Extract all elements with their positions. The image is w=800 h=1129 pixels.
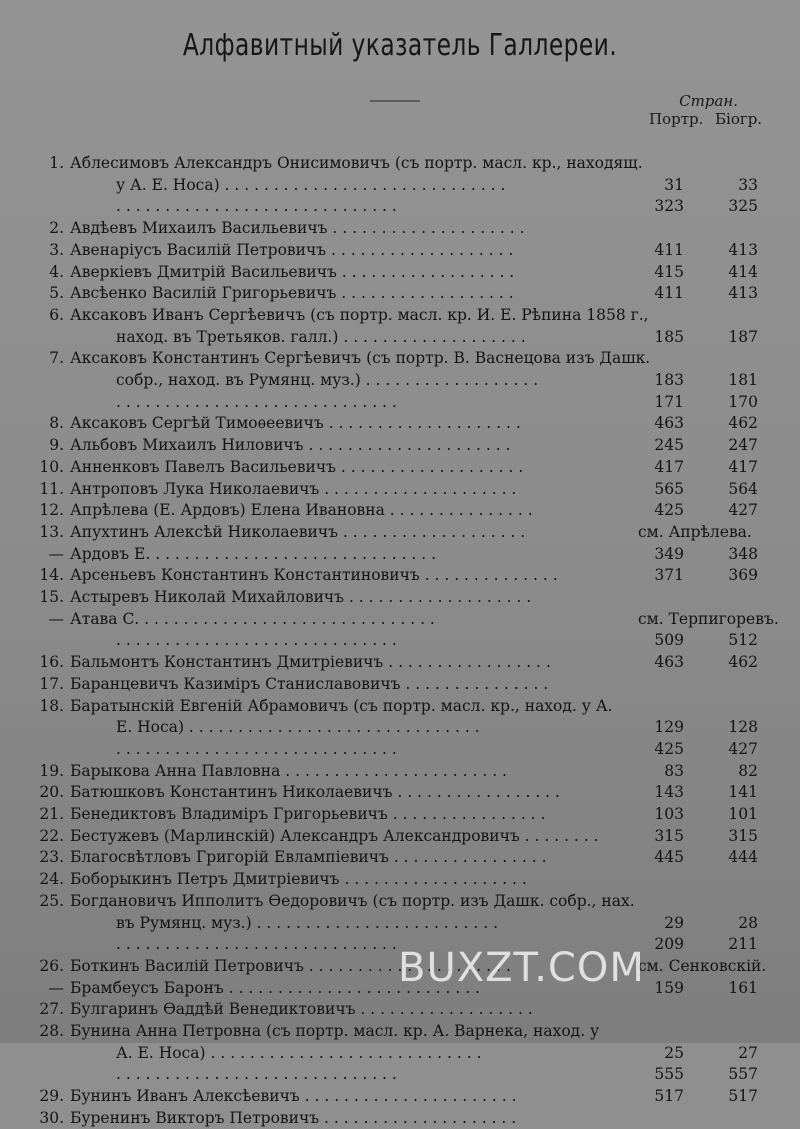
entry-number: 25. (39, 891, 64, 910)
index-entry (0, 890, 800, 912)
portrait-page-number: 129 (654, 718, 684, 737)
entry-number: 11. (39, 479, 64, 498)
biography-page-number: 33 (738, 175, 758, 194)
entry-text: Астыревъ Николай Михайловичъ . . . . . . . . . . . . . . . . . . . (70, 588, 532, 606)
index-entry (0, 1063, 800, 1085)
index-entry (0, 1107, 800, 1129)
entry-text: Богдановичъ Ипполитъ Ѳедоровичъ (съ портр. изъ Дашк. собр., нах. (70, 891, 635, 910)
biography-page-number: 170 (728, 392, 758, 411)
portrait-page-number: 463 (654, 653, 684, 672)
entry-number: 14. (39, 566, 64, 585)
page-title: Алфавитный указатель Галлереи. (182, 28, 618, 63)
entry-number: 20. (39, 783, 64, 802)
entry-text: . . . . . . . . . . . . . . . . . . . . . . . . . . . . . (116, 392, 397, 411)
entry-number: 30. (39, 1108, 64, 1127)
index-entry (0, 369, 800, 391)
portrait-page-number: 411 (654, 284, 684, 303)
index-entry (0, 629, 800, 651)
entry-number: 15. (39, 588, 64, 606)
biography-page-number: 413 (728, 284, 758, 303)
portrait-page-number: 349 (654, 544, 684, 563)
entry-number: 26. (39, 956, 64, 975)
biography-page-number: 414 (728, 262, 758, 281)
entry-text: Бунинъ Иванъ Алексѣевичъ . . . . . . . . . . . . . . . . . . . . . . (70, 1087, 517, 1106)
entry-text: Аксаковъ Константинъ Сергѣевичъ (съ портр. В. Васнецова изъ Дашк. (70, 349, 651, 368)
portrait-page-number: 29 (664, 913, 684, 932)
portrait-page-number: 415 (654, 262, 684, 281)
index-entry (0, 912, 800, 934)
entry-cross-reference: см. Апрѣлева. (638, 522, 752, 541)
index-entry (0, 608, 800, 630)
portrait-page-number: 509 (654, 631, 684, 650)
entry-number: 9. (49, 436, 64, 455)
index-entry (0, 651, 800, 673)
entry-number: 18. (39, 696, 64, 715)
index-entry (0, 1042, 800, 1064)
portrait-page-number: 185 (654, 327, 684, 346)
entry-text: Альбовъ Михаилъ Ниловичъ . . . . . . . . . . . . . . . . . . . . . (70, 436, 511, 455)
entry-number: — (48, 609, 64, 628)
biography-page-number: 187 (728, 327, 758, 346)
biography-page-number: 564 (728, 479, 758, 498)
biography-page-number: 325 (728, 197, 758, 216)
portrait-page-number: 425 (654, 501, 684, 520)
index-entry (0, 174, 800, 196)
biography-page-number: 181 (728, 371, 758, 389)
biography-page-number: 315 (728, 826, 758, 845)
portrait-page-number: 31 (664, 175, 684, 194)
biography-page-number: 462 (728, 414, 758, 433)
entry-text: Аксаковъ Сергѣй Тимоѳеевичъ . . . . . . . . . . . . . . . . . . . . (70, 414, 521, 433)
entry-text: собр., наход. въ Румянц. муз.) . . . . . . . . . . . . . . . . . . (116, 371, 539, 389)
entry-text: Бальмонтъ Константинъ Дмитріевичъ . . . . . . . . . . . . . . . . . (70, 653, 551, 672)
entry-text: . . . . . . . . . . . . . . . . . . . . . . . . . . . . . (116, 197, 397, 216)
portrait-page-number: 183 (654, 371, 684, 389)
entry-text: Ардовъ Е. . . . . . . . . . . . . . . . . . . . . . . . . . . . . . (70, 544, 437, 563)
index-entry (0, 282, 800, 304)
index-entry (0, 998, 800, 1020)
entry-text: Аблесимовъ Александръ Онисимовичъ (съ портр. масл. кр., находящ. (70, 154, 643, 172)
entry-text: Боборыкинъ Петръ Дмитріевичъ . . . . . . . . . . . . . . . . . . . (70, 870, 527, 889)
entry-number: 29. (39, 1087, 64, 1106)
index-entry (0, 478, 800, 500)
index-entry (0, 781, 800, 803)
biography-page-number: 462 (728, 653, 758, 672)
biography-page-number: 427 (728, 501, 758, 520)
entry-text: Боткинъ Василій Петровичъ . . . . . . . . . . . . . . . . . . . . . (70, 956, 511, 975)
entry-text: Бенедиктовъ Владиміръ Григорьевичъ . . . . . . . . . . . . . . . . (70, 805, 546, 823)
biography-page-number: 369 (728, 566, 758, 585)
index-entry (0, 716, 800, 738)
entry-number: 24. (39, 870, 64, 889)
entry-text: Атава С. . . . . . . . . . . . . . . . . . . . . . . . . . . . . . . (70, 609, 435, 628)
index-entry (0, 521, 800, 543)
entry-text: Брамбеусъ Баронъ . . . . . . . . . . . . . . . . . . . . . . . . . . (70, 978, 480, 997)
entry-number: 16. (39, 653, 64, 672)
entry-text: Е. Носа) . . . . . . . . . . . . . . . . . . . . . . . . . . . . . . (116, 718, 480, 737)
index-entry (0, 1020, 800, 1042)
index-entry (0, 803, 800, 825)
portrait-page-number: 25 (664, 1043, 684, 1062)
biography-page-number: 28 (738, 913, 758, 932)
entry-text: Баранцевичъ Казиміръ Станиславовичъ . . . . . . . . . . . . . . . (70, 674, 549, 693)
entry-number: 6. (49, 305, 64, 324)
entry-text: Анненковъ Павелъ Васильевичъ . . . . . . . . . . . . . . . . . . . (70, 457, 524, 476)
entry-text: А. Е. Носа) . . . . . . . . . . . . . . . . . . . . . . . . . . . . (116, 1043, 482, 1062)
entry-cross-reference: см. Сенковскій. (638, 956, 767, 975)
entry-number: 28. (39, 1022, 64, 1040)
entry-number: 12. (39, 501, 64, 520)
portrait-page-number: 411 (654, 240, 684, 259)
portrait-page-number: 103 (654, 805, 684, 823)
portrait-page-number: 417 (654, 457, 684, 476)
entry-number: 7. (49, 349, 64, 368)
watermark: BUXZT.COM (398, 945, 645, 991)
entry-text: Бестужевъ (Марлинскій) Александръ Александровичъ . . . . . . . . (70, 826, 599, 845)
entry-text: наход. въ Третьяков. галл.) . . . . . . . . . . . . . . . . . . . (116, 327, 526, 346)
portrait-page-number: 171 (654, 392, 684, 411)
index-entry (0, 412, 800, 434)
entry-text: Батюшковъ Константинъ Николаевичъ . . . . . . . . . . . . . . . . . (70, 783, 560, 802)
entry-number: 22. (39, 826, 64, 845)
entry-text: Арсеньевъ Константинъ Константиновичъ . . . . . . . . . . . . . . (70, 566, 558, 585)
index-entry (0, 152, 800, 174)
portrait-page-number: 245 (654, 436, 684, 455)
index-entry (0, 564, 800, 586)
index-entry (0, 868, 800, 890)
entry-number: 5. (49, 284, 64, 303)
index-entry (0, 304, 800, 326)
biography-page-number: 517 (728, 1087, 758, 1106)
index-entry (0, 825, 800, 847)
portrait-page-number: 315 (654, 826, 684, 845)
entry-text: въ Румянц. муз.) . . . . . . . . . . . . . . . . . . . . . . . . . (116, 913, 499, 932)
entry-text: у А. Е. Носа) . . . . . . . . . . . . . . . . . . . . . . . . . . . . . (116, 175, 506, 194)
entry-number: 13. (39, 522, 64, 541)
index-entry (0, 347, 800, 369)
index-entry (0, 195, 800, 217)
index-entry (0, 760, 800, 782)
index-entry (0, 261, 800, 283)
biography-page-number: 444 (728, 848, 758, 867)
biography-page-number: 211 (728, 935, 758, 954)
biography-page-number: 348 (728, 544, 758, 563)
entry-text: Бунина Анна Петровна (съ портр. масл. кр. А. Варнека, наход. у (70, 1022, 600, 1040)
index-entry (0, 434, 800, 456)
entry-text: Булгаринъ Ѳаддѣй Венедиктовичъ . . . . . . . . . . . . . . . . . . (70, 1000, 533, 1019)
biography-page-number: 128 (728, 718, 758, 737)
biography-page-number: 512 (728, 631, 758, 650)
entry-text: Апрѣлева (Е. Ардовъ) Елена Ивановна . . . . . . . . . . . . . . . (70, 501, 533, 520)
entry-number: 4. (49, 262, 64, 281)
index-entry (0, 456, 800, 478)
portrait-page-number: 323 (654, 197, 684, 216)
entry-number: 10. (39, 457, 64, 476)
index-entry (0, 1085, 800, 1107)
entry-number: — (48, 544, 64, 563)
pages-column-header: Стран. (679, 92, 738, 110)
entry-cross-reference: см. Терпигоревъ. (638, 609, 779, 628)
index-entry (0, 217, 800, 239)
index-entry (0, 695, 800, 717)
entry-text: Авдѣевъ Михаилъ Васильевичъ . . . . . . . . . . . . . . . . . . . . (70, 219, 525, 238)
entry-text: Авенаріусъ Василій Петровичъ . . . . . . . . . . . . . . . . . . . (70, 240, 514, 259)
entry-text: . . . . . . . . . . . . . . . . . . . . . . . . . . . . . (116, 631, 397, 650)
biography-column-header: Біогр. (715, 110, 763, 128)
biography-page-number: 161 (728, 978, 758, 997)
biography-page-number: 101 (728, 805, 758, 823)
entry-text: Баратынскій Евгеній Абрамовичъ (съ портр. масл. кр., наход. у А. (70, 696, 613, 715)
entry-text: . . . . . . . . . . . . . . . . . . . . . . . . . . . . . (116, 1065, 397, 1084)
index-entry (0, 239, 800, 261)
portrait-column-header: Портр. (649, 110, 704, 128)
biography-page-number: 413 (728, 240, 758, 259)
entry-number: 1. (49, 154, 64, 172)
entry-text: . . . . . . . . . . . . . . . . . . . . . . . . . . . . . (116, 739, 397, 758)
entry-text: Буренинъ Викторъ Петровичъ . . . . . . . . . . . . . . . . . . . . (70, 1108, 517, 1127)
portrait-page-number: 143 (654, 783, 684, 802)
entry-text: Благосвѣтловъ Григорій Евлампіевичъ . . . . . . . . . . . . . . . . (70, 848, 547, 867)
entry-text: Барыкова Анна Павловна . . . . . . . . . . . . . . . . . . . . . . . (70, 761, 507, 780)
entry-text: Антроповъ Лука Николаевичъ . . . . . . . . . . . . . . . . . . . . (70, 479, 517, 498)
index-entry (0, 326, 800, 348)
portrait-page-number: 371 (654, 566, 684, 585)
biography-page-number: 247 (728, 436, 758, 455)
biography-page-number: 427 (728, 739, 758, 758)
index-entry (0, 738, 800, 760)
biography-page-number: 557 (728, 1065, 758, 1084)
entry-number: 2. (49, 219, 64, 238)
index-entry (0, 543, 800, 565)
portrait-page-number: 83 (664, 761, 684, 780)
entry-number: 19. (39, 761, 64, 780)
index-entry (0, 846, 800, 868)
entry-number: 3. (49, 240, 64, 259)
portrait-page-number: 209 (654, 935, 684, 954)
entry-number: — (48, 978, 64, 997)
biography-page-number: 417 (728, 457, 758, 476)
entry-number: 21. (39, 805, 64, 823)
entry-text: Авсѣенко Василій Григорьевичъ . . . . . . . . . . . . . . . . . . (70, 284, 514, 303)
biography-page-number: 82 (738, 761, 758, 780)
portrait-page-number: 555 (654, 1065, 684, 1084)
portrait-page-number: 517 (654, 1087, 684, 1106)
biography-page-number: 27 (738, 1043, 758, 1062)
biography-page-number: 141 (728, 783, 758, 802)
portrait-page-number: 425 (654, 739, 684, 758)
portrait-page-number: 463 (654, 414, 684, 433)
entry-number: 27. (39, 1000, 64, 1019)
index-entry (0, 586, 800, 608)
entry-number: 23. (39, 848, 64, 867)
index-entry (0, 499, 800, 521)
index-entry (0, 391, 800, 413)
entry-number: 17. (39, 674, 64, 693)
entry-text: Апухтинъ Алексѣй Николаевичъ . . . . . . . . . . . . . . . . . . . (70, 522, 526, 541)
index-entry (0, 673, 800, 695)
portrait-page-number: 159 (654, 978, 684, 997)
entry-text: . . . . . . . . . . . . . . . . . . . . . . . . . . . . . (116, 935, 397, 954)
portrait-page-number: 565 (654, 479, 684, 498)
portrait-page-number: 445 (654, 848, 684, 867)
entry-text: Аксаковъ Иванъ Сергѣевичъ (съ портр. масл. кр. И. Е. Рѣпина 1858 г., (70, 305, 649, 324)
entry-text: Аверкіевъ Дмитрій Васильевичъ . . . . . . . . . . . . . . . . . . (70, 262, 515, 281)
entry-number: 8. (49, 414, 64, 433)
